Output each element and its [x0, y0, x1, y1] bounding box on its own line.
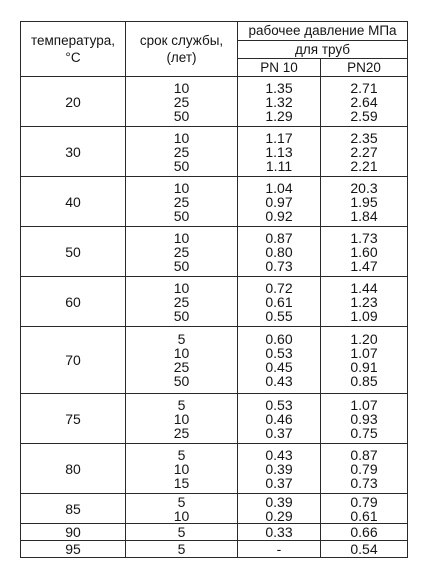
pn10-pressure-value: 0.33 — [265, 524, 293, 540]
pn20-pressure-value: 2.35 — [350, 129, 378, 146]
pn20-pressure-list — [321, 131, 407, 173]
service-life-cell — [126, 177, 238, 227]
header-service-life-text: срок службы, (лет) — [139, 33, 224, 65]
pn20-pressure-value: 0.75 — [350, 424, 378, 441]
service-life-value: 50 — [173, 207, 190, 224]
pn10-pressure-value: 1.32 — [265, 93, 293, 110]
pn20-pressure-list — [321, 181, 407, 223]
service-life-value: 5 — [177, 493, 186, 510]
service-life-value: 10 — [173, 129, 190, 146]
pn10-pressure-value: 0.39 — [265, 493, 293, 510]
temperature-cell — [21, 177, 126, 227]
service-life-cell — [126, 541, 238, 558]
pn20-pressure-value: 2.59 — [350, 107, 378, 124]
pn20-pressure-value: 2.27 — [350, 143, 378, 160]
table-row — [21, 227, 408, 277]
temperature-cell — [21, 394, 126, 444]
pn10-pressure-value: 0.29 — [265, 507, 293, 524]
pn20-pressure-value: 1.60 — [350, 243, 378, 260]
temperature-value: 80 — [65, 460, 81, 477]
pressure-table — [20, 21, 408, 558]
pn20-pressure-list — [321, 525, 407, 539]
pn10-pressure-value: 0.43 — [265, 446, 293, 463]
temperature-cell — [21, 444, 126, 494]
pn20-pressure-value: 0.79 — [350, 460, 378, 477]
temperature-value: 85 — [65, 500, 81, 517]
service-life-value: 10 — [173, 507, 190, 524]
pn10-pressure-value: 0.37 — [265, 474, 293, 491]
service-life-value: 25 — [173, 293, 190, 310]
pn10-pressure-cell — [238, 277, 321, 327]
pn20-pressure-value: 0.85 — [350, 373, 378, 389]
pn10-pressure-value: 1.13 — [265, 143, 293, 160]
pn20-pressure-cell — [321, 541, 408, 558]
pn20-pressure-value: 1.44 — [350, 279, 378, 296]
temperature-value: 60 — [65, 293, 81, 310]
pn20-pressure-cell — [321, 177, 408, 227]
pn10-pressure-value: 0.80 — [265, 243, 293, 260]
service-life-list — [126, 332, 237, 388]
pn10-pressure-value: 0.53 — [265, 345, 293, 361]
service-life-value: 50 — [173, 257, 190, 274]
service-life-value: 10 — [173, 179, 190, 196]
table-row — [21, 277, 408, 327]
service-life-list — [126, 181, 237, 223]
service-life-cell — [126, 227, 238, 277]
table-row — [21, 177, 408, 227]
pn20-pressure-value: 0.66 — [350, 524, 378, 540]
pn10-pressure-cell — [238, 77, 321, 127]
header-temperature — [21, 22, 126, 77]
pn10-pressure-value: 0.55 — [265, 307, 293, 324]
pn10-pressure-list — [238, 495, 320, 523]
service-life-cell — [126, 127, 238, 177]
temperature-cell — [21, 127, 126, 177]
pn20-pressure-cell — [321, 444, 408, 494]
service-life-list — [126, 495, 237, 523]
service-life-list — [126, 448, 237, 490]
pn10-pressure-value: 0.97 — [265, 193, 293, 210]
service-life-value: 15 — [173, 474, 190, 491]
temperature-cell — [21, 327, 126, 394]
temperature-cell — [21, 541, 126, 558]
pn10-pressure-value: - — [276, 541, 282, 557]
pn20-pressure-value: 1.73 — [350, 229, 378, 246]
pn20-pressure-value: 0.79 — [350, 493, 378, 510]
pn20-pressure-value: 1.23 — [350, 293, 378, 310]
header-working-pressure-text: рабочее давление МПа — [248, 23, 397, 38]
pn10-pressure-value: 0.53 — [265, 396, 293, 413]
service-life-value: 10 — [173, 229, 190, 246]
header-working-pressure — [238, 22, 408, 41]
pressure-table-sheet — [20, 21, 407, 574]
service-life-cell — [126, 394, 238, 444]
pn10-pressure-list — [238, 231, 320, 273]
pn10-pressure-value: 0.45 — [265, 359, 293, 375]
service-life-value: 10 — [173, 79, 190, 96]
pn20-pressure-value: 1.07 — [350, 345, 378, 361]
temperature-value: 70 — [65, 352, 81, 368]
pn10-pressure-cell — [238, 541, 321, 558]
pn10-pressure-list — [238, 398, 320, 440]
service-life-list — [126, 281, 237, 323]
pn20-pressure-cell — [321, 524, 408, 541]
table-row — [21, 127, 408, 177]
table-row — [21, 541, 408, 558]
service-life-value: 10 — [173, 345, 190, 361]
pn20-pressure-cell — [321, 127, 408, 177]
service-life-value: 25 — [173, 93, 190, 110]
pn20-pressure-list — [321, 495, 407, 523]
service-life-value: 50 — [173, 307, 190, 324]
pn10-pressure-value: 0.92 — [265, 207, 293, 224]
temperature-cell — [21, 227, 126, 277]
pn10-pressure-value: 0.43 — [265, 373, 293, 389]
pn20-pressure-value: 2.64 — [350, 93, 378, 110]
service-life-cell — [126, 444, 238, 494]
pn20-pressure-value: 0.73 — [350, 474, 378, 491]
pn10-pressure-cell — [238, 177, 321, 227]
header-for-pipes — [238, 41, 408, 59]
temperature-cell — [21, 277, 126, 327]
table-row — [21, 524, 408, 541]
service-life-value: 25 — [173, 424, 190, 441]
pn10-pressure-value: 0.37 — [265, 424, 293, 441]
temperature-value: 50 — [65, 243, 81, 260]
pn20-pressure-value: 1.20 — [350, 331, 378, 347]
service-life-value: 25 — [173, 143, 190, 160]
pn10-pressure-list — [238, 448, 320, 490]
pn10-pressure-list — [238, 181, 320, 223]
pn10-pressure-value: 1.35 — [265, 79, 293, 96]
pn10-pressure-value: 1.04 — [265, 179, 293, 196]
service-life-value: 25 — [173, 359, 190, 375]
pn10-pressure-value: 0.73 — [265, 257, 293, 274]
pn10-pressure-cell — [238, 394, 321, 444]
temperature-cell — [21, 524, 126, 541]
pn20-pressure-list — [321, 332, 407, 388]
pn20-pressure-value: 0.54 — [350, 541, 378, 557]
pn20-pressure-value: 2.71 — [350, 79, 378, 96]
header-temperature-text: температура, °C — [30, 33, 116, 65]
pn10-pressure-list — [238, 525, 320, 539]
pn10-pressure-list — [238, 81, 320, 123]
pn20-pressure-value: 0.91 — [350, 359, 378, 375]
pn10-pressure-value: 1.17 — [265, 129, 293, 146]
pn10-pressure-value: 0.39 — [265, 460, 293, 477]
pn10-pressure-value: 0.72 — [265, 279, 293, 296]
temperature-cell — [21, 77, 126, 127]
temperature-value: 20 — [65, 93, 81, 110]
pn20-pressure-cell — [321, 277, 408, 327]
service-life-list — [126, 81, 237, 123]
pn10-pressure-cell — [238, 444, 321, 494]
pn20-pressure-list — [321, 448, 407, 490]
service-life-value: 10 — [173, 410, 190, 427]
pn20-pressure-list — [321, 81, 407, 123]
header-pn10-text: PN 10 — [260, 59, 298, 75]
pn20-pressure-list — [321, 542, 407, 556]
header-for-pipes-text: для труб — [295, 41, 350, 57]
table-row — [21, 444, 408, 494]
pn20-pressure-cell — [321, 77, 408, 127]
pn10-pressure-cell — [238, 327, 321, 394]
service-life-value: 5 — [177, 524, 186, 540]
service-life-cell — [126, 494, 238, 524]
pn10-pressure-list — [238, 542, 320, 556]
pn20-pressure-value: 1.09 — [350, 307, 378, 324]
service-life-value: 25 — [173, 243, 190, 260]
pn10-pressure-value: 0.61 — [265, 293, 293, 310]
pn20-pressure-list — [321, 398, 407, 440]
pn10-pressure-list — [238, 332, 320, 388]
pn10-pressure-value: 1.11 — [265, 157, 293, 174]
service-life-cell — [126, 277, 238, 327]
pn10-pressure-cell — [238, 227, 321, 277]
service-life-value: 50 — [173, 373, 190, 389]
table-row — [21, 494, 408, 524]
service-life-cell — [126, 77, 238, 127]
pn10-pressure-value: 1.29 — [265, 107, 293, 124]
pn20-pressure-value: 1.47 — [350, 257, 378, 274]
pn20-pressure-value: 1.07 — [350, 396, 378, 413]
header-pn20 — [321, 59, 408, 77]
pn20-pressure-list — [321, 281, 407, 323]
pn10-pressure-cell — [238, 494, 321, 524]
header-pn10 — [238, 59, 321, 77]
table-row — [21, 327, 408, 394]
pn20-pressure-cell — [321, 494, 408, 524]
pn10-pressure-value: 0.46 — [265, 410, 293, 427]
service-life-value: 10 — [173, 460, 190, 477]
pn20-pressure-value: 1.84 — [350, 207, 378, 224]
pn20-pressure-value: 20.3 — [350, 179, 378, 196]
pn20-pressure-cell — [321, 227, 408, 277]
service-life-value: 5 — [177, 541, 186, 557]
service-life-value: 50 — [173, 157, 190, 174]
pn20-pressure-cell — [321, 394, 408, 444]
pn20-pressure-cell — [321, 327, 408, 394]
service-life-list — [126, 525, 237, 539]
service-life-value: 50 — [173, 107, 190, 124]
header-pn20-text: PN20 — [347, 59, 381, 75]
service-life-cell — [126, 327, 238, 394]
temperature-cell — [21, 494, 126, 524]
service-life-value: 10 — [173, 279, 190, 296]
temperature-value: 75 — [65, 410, 81, 427]
pn10-pressure-list — [238, 131, 320, 173]
service-life-list — [126, 542, 237, 556]
temperature-value: 30 — [65, 143, 81, 160]
pn10-pressure-cell — [238, 127, 321, 177]
temperature-value: 90 — [65, 524, 81, 540]
table-row — [21, 77, 408, 127]
service-life-value: 5 — [177, 396, 186, 413]
service-life-value: 5 — [177, 446, 186, 463]
temperature-value: 40 — [65, 193, 81, 210]
service-life-list — [126, 398, 237, 440]
pn10-pressure-list — [238, 281, 320, 323]
pn20-pressure-value: 0.87 — [350, 446, 378, 463]
pn20-pressure-value: 1.95 — [350, 193, 378, 210]
pn10-pressure-value: 0.87 — [265, 229, 293, 246]
temperature-value: 95 — [65, 541, 81, 557]
pn20-pressure-value: 0.93 — [350, 410, 378, 427]
pn20-pressure-list — [321, 231, 407, 273]
table-row — [21, 394, 408, 444]
pn20-pressure-value: 2.21 — [350, 157, 378, 174]
pn10-pressure-value: 0.60 — [265, 331, 293, 347]
pn10-pressure-cell — [238, 524, 321, 541]
header-service-life — [126, 22, 238, 77]
service-life-value: 5 — [177, 331, 186, 347]
service-life-value: 25 — [173, 193, 190, 210]
service-life-list — [126, 131, 237, 173]
service-life-list — [126, 231, 237, 273]
pn20-pressure-value: 0.61 — [350, 507, 378, 524]
service-life-cell — [126, 524, 238, 541]
